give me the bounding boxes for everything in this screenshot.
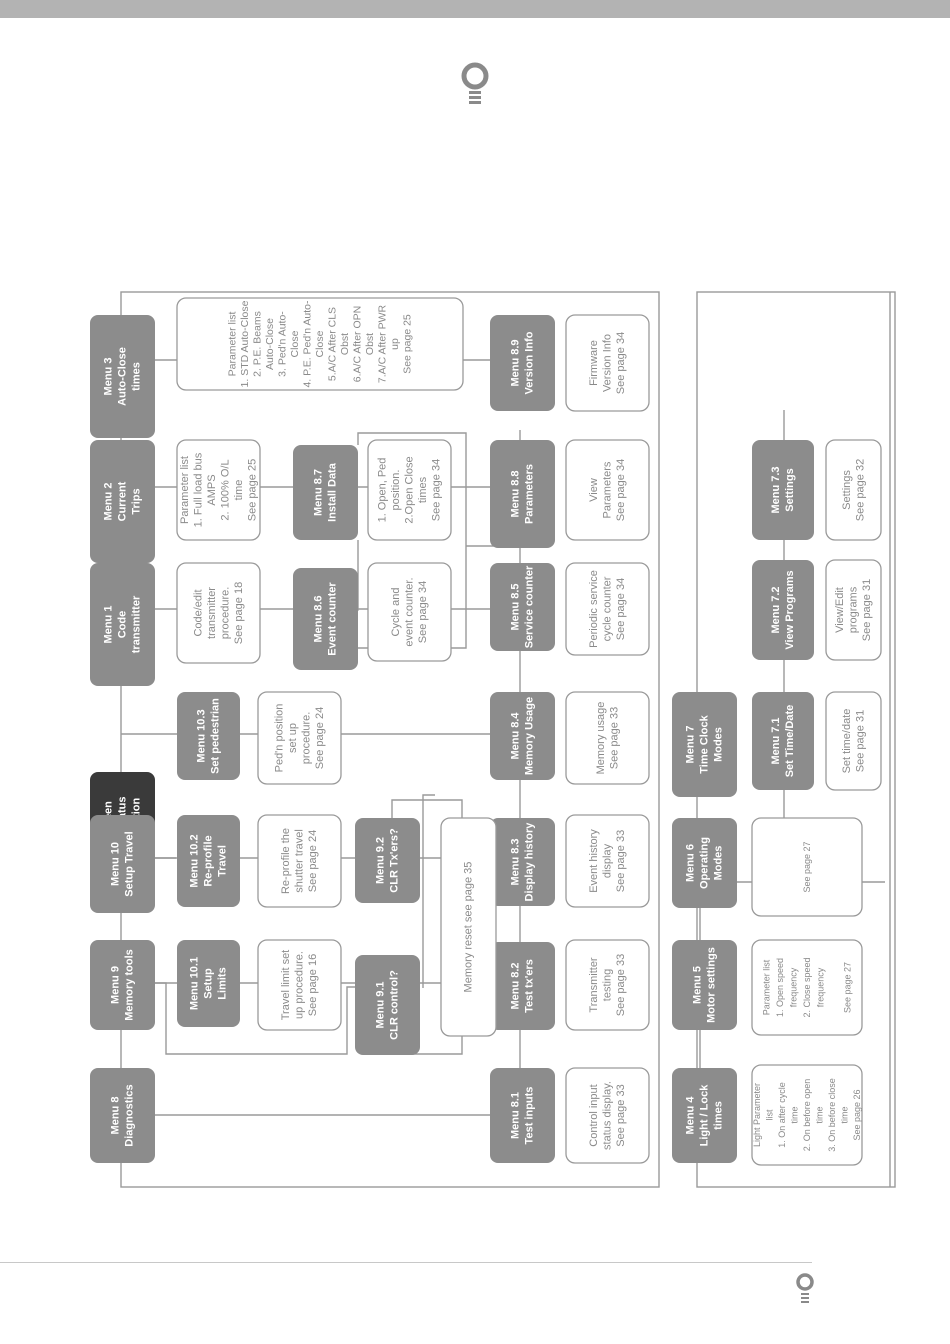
note-text-m3-line: Auto-Close — [264, 318, 276, 370]
menu-box-m10_3 — [177, 692, 240, 780]
note-text-m10_2-line: See page 24 — [307, 829, 319, 893]
note-text-m3-line: Obst — [364, 332, 376, 356]
note-text-m3-line: Obst — [339, 332, 351, 356]
note-text-m2-line: Parameter list — [178, 456, 191, 524]
menu-label-m1-line: Menu 1 — [102, 605, 115, 644]
note-text-m10_1-line: Travel limit set — [280, 949, 292, 1021]
note-text-m2-line: time — [232, 479, 245, 501]
note-text-memory_reset — [463, 862, 475, 993]
note-text-m8_1 — [588, 1081, 627, 1150]
note-text-m6-line: See page 27 — [802, 841, 812, 893]
menu-label-m7_2-line: Menu 7.2 — [770, 586, 782, 634]
note-text-m8_6-line: event counter. — [403, 577, 416, 647]
menu-label-m9_1-line: CLR control? — [388, 970, 401, 1040]
note-text-m8_6 — [390, 577, 429, 646]
menu-label-m10_1-line: Menu 10.1 — [188, 956, 201, 1011]
note-text-m3-line: up — [389, 338, 401, 350]
menu-label-m8_7-line: Menu 8.7 — [312, 468, 325, 517]
menu-label-m5-line: Motor settings — [705, 947, 718, 1023]
note-text-m1-line: Code/edit — [192, 589, 205, 637]
menu-box-m8_5 — [490, 563, 555, 651]
note-text-m7_1-line: Set time/date — [840, 708, 853, 774]
note-text-m4-line: Light Parameter — [752, 1082, 762, 1148]
note-text-m10_1 — [280, 950, 319, 1021]
menu-label-m8_5-line: Menu 8.5 — [509, 583, 522, 631]
menu-label-m10_1-line: Setup — [202, 968, 215, 999]
menu-label-m8_6-line: Event counter — [326, 582, 339, 656]
menu-label-m5-line: Menu 5 — [691, 966, 704, 1004]
menu-label-m8_7-line: Install Data — [326, 463, 339, 522]
note-text-m7_1-line: See page 31 — [854, 709, 867, 773]
menu-label-m4-line: Menu 4 — [684, 1096, 697, 1135]
note-text-m4-line: 2. On before open — [802, 1078, 812, 1152]
note-text-m1 — [192, 582, 245, 644]
menu-label-m10-line: Menu 10 — [109, 841, 122, 887]
note-text-m4-line: list — [764, 1109, 775, 1121]
note-text-m10_2-line: Re-profile the — [280, 827, 292, 895]
note-text-m8_7-line: times — [417, 476, 429, 504]
menu-label-m10_3-line: Menu 10.3 — [195, 709, 208, 763]
menu-label-m8_9-line: Version Info — [523, 331, 536, 395]
menu-label-m8_9-line: Menu 8.9 — [509, 339, 522, 387]
note-text-m7_3-line: Settings — [840, 470, 853, 510]
menu-label-m2-line: Menu 2 — [102, 482, 115, 521]
note-text-m7_2-line: programs — [847, 586, 860, 634]
note-text-m8_5-line: cycle counter — [601, 576, 614, 642]
menu-box-m8_6 — [293, 568, 358, 670]
menu-label-m8_4-line: Memory Usage — [523, 696, 536, 776]
note-text-m10_3 — [273, 704, 326, 773]
note-text-m5-line: 2. Close speed — [802, 957, 812, 1018]
menu-box-m10 — [90, 815, 155, 913]
note-text-m3-line: 7.A/C After PWR — [376, 304, 389, 384]
note-text-m8_6-line: See page 34 — [417, 580, 429, 644]
menu-box-m8_9 — [490, 315, 555, 411]
menu-label-m10-line: Setup Travel — [123, 831, 136, 897]
menu-label-m7-line: Modes — [712, 727, 725, 762]
note-text-m10_3-line: set up — [286, 723, 299, 753]
note-text-m3-line: 3. Ped'n Auto- — [276, 311, 289, 377]
menu-label-m10_3-line: Set pedestrian — [209, 698, 222, 774]
note-text-m8_6-line: Cycle and — [390, 587, 402, 637]
note-text-m8_7-line: 1. Open, Ped — [376, 457, 389, 523]
menu-box-m9 — [90, 940, 155, 1030]
note-text-m8_1-line: Control input — [588, 1084, 600, 1147]
menu-box-m9_1 — [355, 955, 420, 1055]
note-text-m2-line: 1. Full load bus — [192, 452, 205, 528]
note-text-m5-line: See page 27 — [842, 961, 853, 1014]
note-text-m5-line: frequency — [788, 967, 799, 1008]
menu-label-m9_2-line: CLR Tx'ers? — [388, 828, 401, 893]
menu-label-m8_5-line: Service counter — [523, 565, 536, 649]
menu-label-m8_4-line: Menu 8.4 — [509, 712, 522, 760]
note-text-m3-line: Close — [289, 330, 301, 358]
menu-box-m8_7 — [293, 445, 358, 540]
menu-label-m6-line: Operating — [698, 837, 711, 889]
note-text-m8_4 — [595, 702, 621, 775]
menu-label-m9-line: Memory tools — [123, 949, 136, 1021]
note-text-m5-line: Parameter list — [761, 959, 772, 1016]
note-text-m8_2-line: testing — [601, 968, 614, 1002]
menu-label-m8_8-line: Menu 8.8 — [509, 470, 522, 518]
note-text-memory_reset-line: Memory reset see page 35 — [462, 861, 475, 993]
menu-label-m8_2-line: Test tx'ers — [523, 959, 536, 1013]
menu-box-m5 — [672, 940, 737, 1030]
note-text-m8_9-line: See page 34 — [615, 331, 627, 395]
menu-label-m6-line: Menu 6 — [684, 844, 697, 882]
menu-label-m7_3-line: Settings — [784, 468, 796, 512]
note-text-m4-line: See page 26 — [852, 1089, 862, 1141]
note-text-m7_1 — [841, 709, 867, 774]
note-text-m5-line: frequency — [815, 967, 826, 1008]
note-text-m8_8-line: Parameters — [601, 461, 614, 519]
note-text-m1-line: transmitter — [205, 587, 218, 639]
note-text-m3-line: 2. P.E. Beams — [251, 311, 264, 377]
note-text-m4-line: time — [814, 1106, 825, 1124]
menu-label-m10_2-line: Menu 10.2 — [188, 834, 201, 888]
menu-label-m4-line: Light / Lock — [698, 1084, 711, 1147]
note-text-m8_4-line: See page 33 — [608, 706, 621, 770]
note-text-m8_8-line: View — [588, 478, 600, 502]
note-text-m4-line: 3. On before close — [827, 1078, 837, 1152]
menu-label-m7_1-line: Set Time/Date — [784, 704, 796, 778]
menu-label-m6-line: Modes — [712, 845, 725, 881]
note-text-m4-line: time — [789, 1106, 800, 1124]
note-text-m8_8-line: See page 34 — [615, 458, 627, 522]
note-text-m2-line: 2. 100% O/L — [219, 459, 232, 521]
note-text-m8_5-line: See page 34 — [615, 577, 627, 641]
note-text-m8_1-line: status display. — [601, 1081, 614, 1150]
note-text-m8_7 — [377, 456, 443, 523]
menu-box-m8_4 — [490, 692, 555, 780]
note-text-m8_4-line: Memory usage — [594, 701, 607, 775]
menu-label-m7_2-line: View Programs — [784, 570, 796, 650]
menu-label-m8_8-line: Parameters — [523, 464, 536, 524]
note-text-m10_1-line: See page 16 — [307, 953, 319, 1017]
note-text-m5-line: 1. Open speed — [775, 957, 785, 1018]
note-text-m4-line: 1. On after cycle — [777, 1082, 787, 1148]
menu-label-m7_1-line: Menu 7.1 — [770, 717, 782, 765]
menu-label-m7-line: Time Clock — [698, 715, 711, 774]
note-text-m7_3-line: See page 32 — [854, 458, 867, 522]
menu-box-m7_3 — [752, 440, 814, 540]
note-text-m8_9-line: Version Info — [601, 333, 614, 393]
note-text-m8_2-line: Transmitter — [588, 957, 600, 1013]
note-text-m7_2-line: View/Edit — [834, 587, 846, 633]
bulb-small-icon — [794, 1272, 816, 1306]
menu-label-m8_6-line: Menu 8.6 — [312, 595, 325, 643]
note-text-m10_3-line: Ped'n position — [273, 703, 286, 773]
menu-label-m8_1-line: Test inputs — [523, 1086, 536, 1145]
note-text-m7_2 — [834, 579, 873, 641]
menu-label-m3-line: times — [130, 362, 143, 391]
note-text-m10_3-line: procedure. — [300, 711, 313, 765]
menu-box-m7_2 — [752, 560, 814, 660]
note-text-m3-line: 4. P.E. Ped'n Auto- — [301, 300, 314, 388]
note-text-m8_7-line: position. — [390, 469, 402, 511]
note-text-m8_1-line: See page 33 — [615, 1084, 627, 1147]
menu-label-m2-line: Current — [116, 481, 129, 522]
note-text-m8_3-line: See page 33 — [615, 829, 627, 893]
menu-label-m9_2-line: Menu 9.2 — [374, 836, 387, 885]
menu-box-m8_3 — [490, 818, 555, 906]
menu-label-m4-line: times — [712, 1101, 725, 1130]
note-text-m4-line: time — [839, 1106, 850, 1124]
note-text-m8_5 — [588, 570, 627, 648]
menu-box-m8 — [90, 1068, 155, 1163]
note-text-m10_3-line: See page 24 — [313, 706, 326, 770]
menu-label-m7-line: Menu 7 — [684, 725, 697, 764]
menu-label-m8_3-line: Display history — [523, 822, 536, 902]
menu-label-m1-line: Code — [116, 610, 129, 639]
note-text-m1-line: procedure. — [219, 586, 232, 640]
note-text-m7_2-line: See page 31 — [861, 578, 873, 642]
bottom-rule — [0, 1262, 812, 1263]
note-text-m2 — [179, 452, 259, 527]
note-text-m2-line: See page 25 — [246, 458, 259, 522]
note-text-m3-line: Parameter list — [226, 311, 239, 377]
note-text-m8_2-line: See page 33 — [615, 953, 627, 1017]
menu-label-m8_2-line: Menu 8.2 — [509, 962, 522, 1010]
note-text-m2-line: AMPS — [205, 474, 218, 506]
menu-label-m3-line: Menu 3 — [102, 357, 115, 396]
menu-box-m8_1 — [490, 1068, 555, 1163]
menu-box-m7_1 — [752, 692, 814, 790]
menu-label-m8-line: Menu 8 — [109, 1096, 122, 1135]
note-text-m3-line: Close — [314, 330, 326, 358]
menu-box-m8_8 — [490, 440, 555, 548]
note-text-m10_2 — [280, 828, 319, 894]
menu-label-m9_1-line: Menu 9.1 — [374, 981, 387, 1029]
note-text-m10_1-line: up procedure. — [293, 951, 306, 1019]
menu-box-m9_2 — [355, 818, 420, 903]
menu-label-m3-line: Auto-Close — [116, 347, 129, 406]
note-text-m1-line: See page 18 — [232, 581, 245, 645]
menu-label-m8_1-line: Menu 8.1 — [509, 1091, 522, 1140]
note-text-m8_9-line: Firmware — [588, 340, 600, 386]
note-text-m3-line: 6.A/C After OPN — [351, 305, 364, 383]
menu-label-m8_3-line: Menu 8.3 — [509, 838, 522, 886]
menu-label-m10_2-line: Travel — [216, 845, 229, 877]
menu-label-m8-line: Diagnostics — [123, 1084, 136, 1147]
note-text-m6 — [802, 841, 812, 892]
note-text-m8_7-line: 2.Open Close — [403, 456, 416, 524]
note-text-m8_3-line: display — [601, 843, 614, 879]
note-text-m3-line: See page 25 — [401, 314, 414, 374]
menu-label-m7_3-line: Menu 7.3 — [770, 466, 782, 514]
note-text-m10_2-line: shutter travel — [293, 829, 306, 893]
note-text-m3-line: 5.A/C After CLS — [326, 306, 339, 382]
note-text-m8_7-line: See page 34 — [430, 458, 443, 522]
menu-label-m10_1-line: Limits — [216, 967, 229, 1000]
note-text-m8_5-line: Periodic service — [588, 570, 600, 648]
note-text-m8_3-line: Event history — [588, 829, 600, 893]
note-text-m8_9 — [588, 332, 627, 394]
note-text-m3-line: 1. STD Auto-Close — [239, 300, 251, 388]
menu-box-m8_2 — [490, 942, 555, 1030]
menu-label-m1-line: transmitter — [130, 595, 143, 654]
menu-label-m10_2-line: Re-profile — [202, 835, 215, 887]
menu-label-m9-line: Menu 9 — [109, 966, 122, 1004]
menu-label-m2-line: Trips — [130, 488, 143, 515]
